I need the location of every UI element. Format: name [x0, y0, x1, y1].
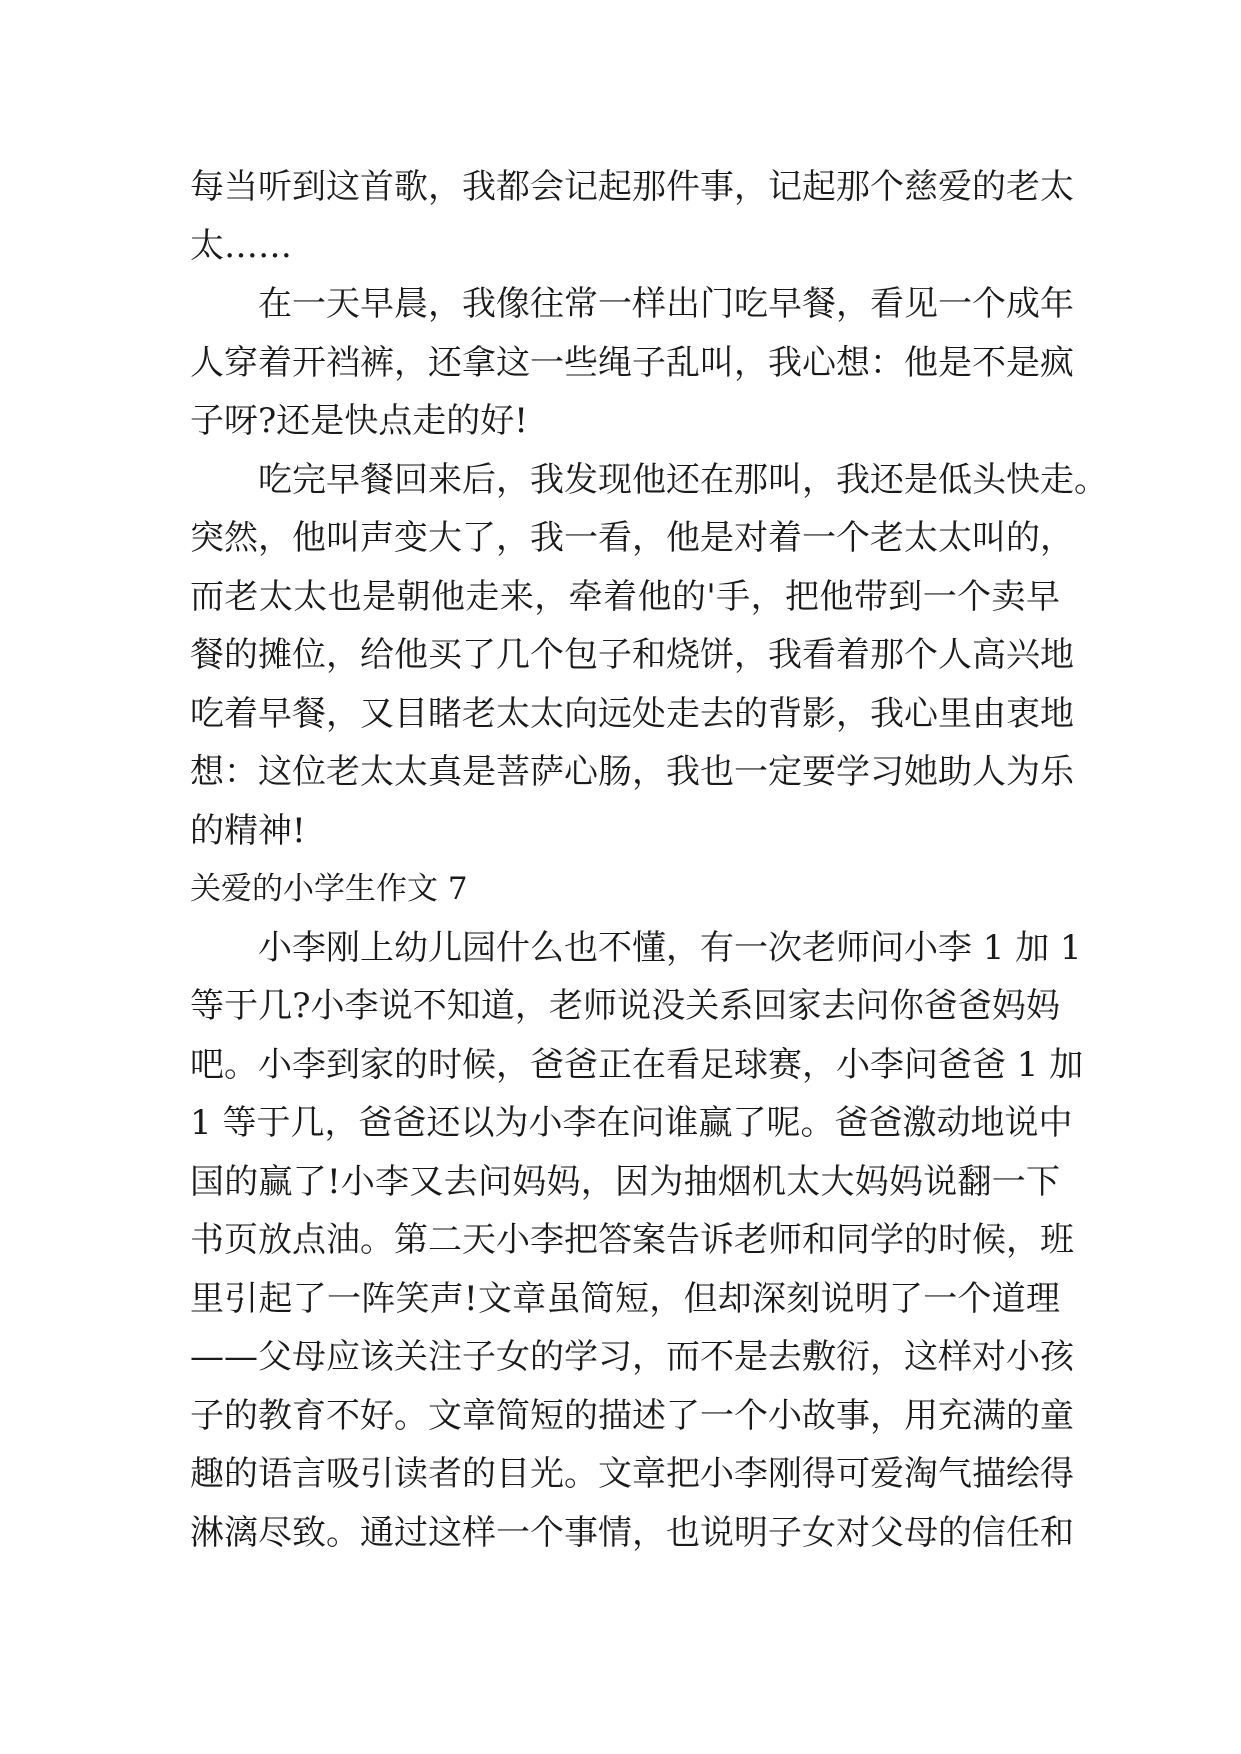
text-line: 子呀?还是快点走的好! [190, 401, 528, 441]
text-line: ——父母应该关注子女的学习，而不是去敷衍，这样对小孩 [190, 1337, 1074, 1377]
paragraph [190, 919, 1084, 1563]
text-line: 趣的语言吸引读者的目光。文章把小李刚得可爱淘气描绘得 [190, 1454, 1074, 1494]
text-line: 在一天早晨，我像往常一样出门吃早餐，看见一个成年 [258, 284, 1074, 324]
paragraph [190, 451, 1108, 861]
text-line: 太…… [190, 225, 292, 266]
text-line: 每当听到这首歌，我都会记起那件事，记起那个慈爱的老太 [190, 167, 1074, 207]
text-line: 里引起了一阵笑声!文章虽简短，但却深刻说明了一个道理 [190, 1278, 1060, 1319]
text-line: 突然，他叫声变大了，我一看，他是对着一个老太太叫的， [190, 518, 1074, 558]
text-line: 吃完早餐回来后，我发现他还在那叫，我还是低头快走。 [258, 459, 1108, 500]
text-line: 而老太太也是朝他走来，牵着他的'手，把他带到一个卖早 [190, 576, 1060, 617]
text-line: 吃着早餐，又目睹老太太向远处走去的背影，我心里由衷地 [190, 693, 1074, 734]
text-line: 书页放点油。第二天小李把答案告诉老师和同学的时候，班 [190, 1220, 1074, 1260]
section-heading: 关爱的小学生作文 7 [190, 871, 468, 907]
paragraph [190, 275, 1074, 451]
paragraph [190, 158, 1074, 275]
document-body [190, 158, 1108, 1562]
text-line: 吧。小李到家的时候，爸爸正在看足球赛，小李问爸爸 1 加 [190, 1044, 1084, 1085]
text-line: 国的赢了!小李又去问妈妈，因为抽烟机太大妈妈说翻一下 [190, 1161, 1060, 1202]
text-line: 子的教育不好。文章简短的描述了一个小故事，用充满的童 [190, 1395, 1074, 1436]
text-line: 想：这位老太太真是菩萨心肠，我也一定要学习她助人为乐 [190, 752, 1074, 792]
text-line: 小李刚上幼儿园什么也不懂，有一次老师问小李 1 加 1 [258, 927, 1082, 968]
text-line: 1 等于几，爸爸还以为小李在问谁赢了呢。爸爸激动地说中 [190, 1103, 1073, 1143]
text-line: 淋漓尽致。通过这样一个事情，也说明子女对父母的信任和 [190, 1512, 1074, 1553]
text-line: 人穿着开裆裤，还拿这一些绳子乱叫，我心想：他是不是疯 [190, 342, 1074, 383]
text-line: 等于几?小李说不知道，老师说没关系回家去问你爸爸妈妈 [190, 986, 1060, 1026]
text-line: 的精神! [190, 810, 306, 851]
text-line: 餐的摊位，给他买了几个包子和烧饼，我看着那个人高兴地 [190, 635, 1074, 675]
